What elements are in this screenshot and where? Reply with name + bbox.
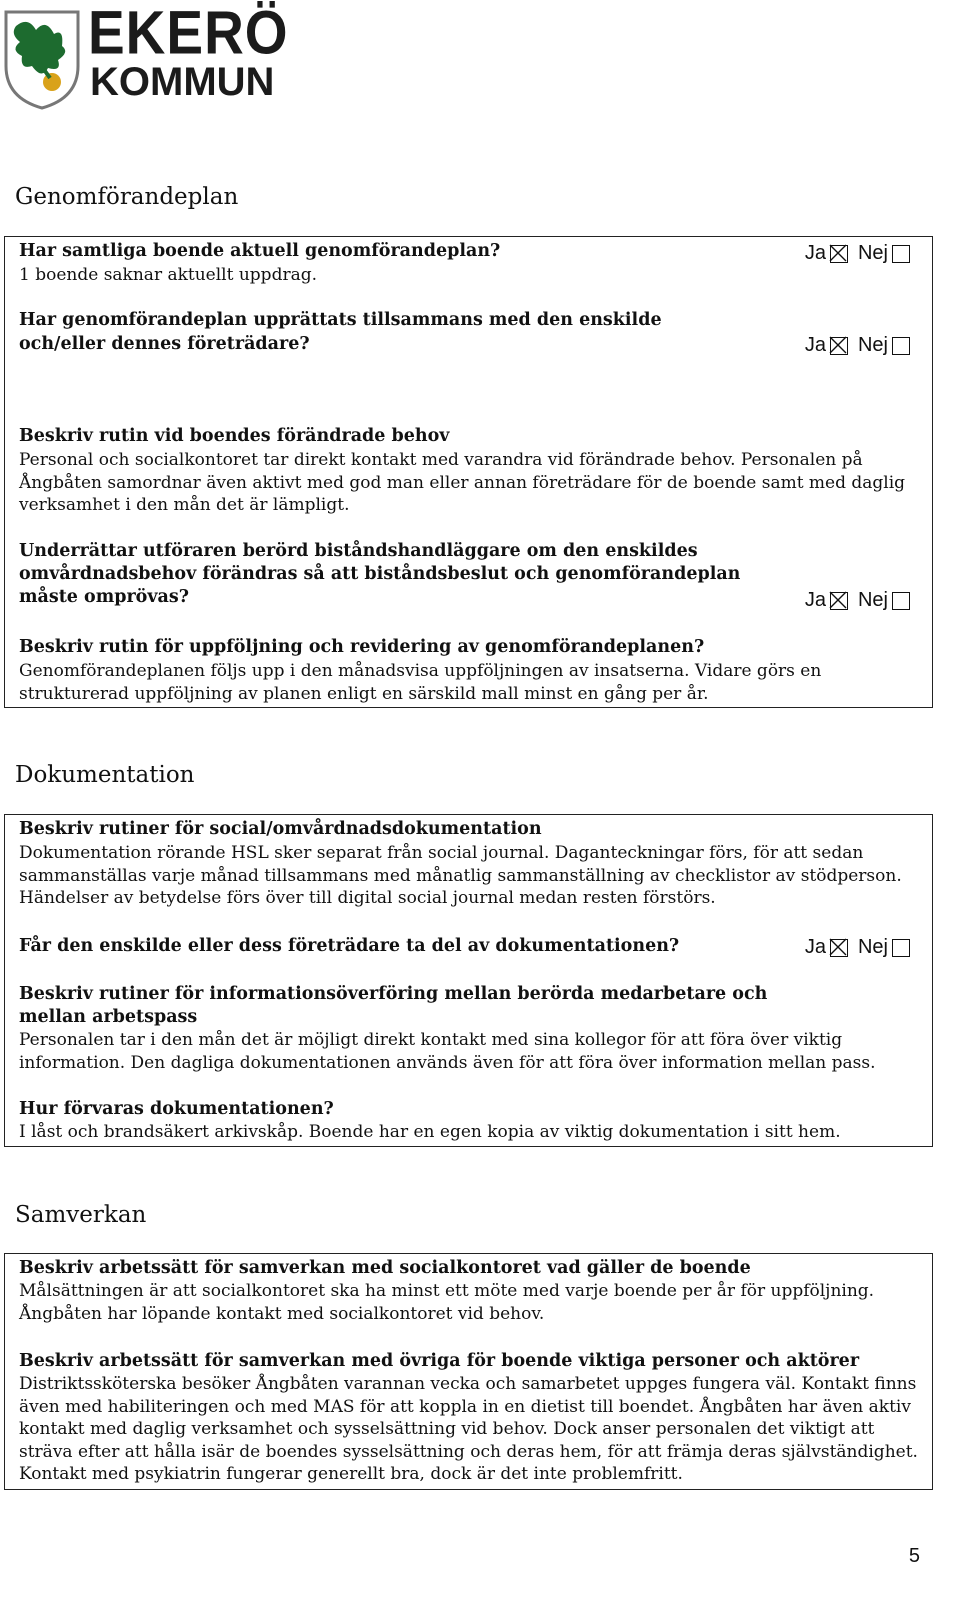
answer-forandrade-behov: Personal och socialkontoret tar direkt kontakt med varandra vid förändrade behov. Personalen på Ångbåten samordnar även aktivt med god man eller annan företrädare för de boende samt med daglig verksamhet i den mån det är lämpligt. <box>19 450 906 515</box>
no-checkbox[interactable] <box>892 939 910 957</box>
no-checkbox[interactable] <box>892 337 910 355</box>
logo-text-kommun: KOMMUN <box>90 60 275 104</box>
question-upprattats-line2: och/eller dennes företrädare? <box>19 334 310 354</box>
yes-checkbox-checked[interactable] <box>830 939 848 957</box>
checkbox-group-underrattar <box>805 589 916 612</box>
answer-informationsoverforing: Personalen tar i den mån det är möjligt direkt kontakt med sina kollegor för att föra över viktig information. Den dagliga dokumentationen används även för att föra över information mellan pass. <box>19 1030 876 1073</box>
question-samverkan-socialkontoret: Beskriv arbetssätt för samverkan med socialkontoret vad gäller de boende <box>19 1258 751 1278</box>
yes-checkbox-checked[interactable] <box>830 592 848 610</box>
no-checkbox[interactable] <box>892 245 910 263</box>
checkbox-group-upprattats <box>805 334 916 357</box>
question-informationsoverforing: Beskriv rutiner för informationsöverföring mellan berörda medarbetare och mellan arbetspass <box>19 984 768 1027</box>
answer-forvaras: I låst och brandsäkert arkivskåp. Boende har en egen kopia av viktig dokumentation i sitt hem. <box>19 1122 841 1142</box>
checkbox-group-aktuell-plan <box>805 242 916 265</box>
yes-label: Ja <box>804 242 826 264</box>
yes-label: Ja <box>804 334 826 356</box>
section-heading-dokumentation: Dokumentation <box>15 762 195 788</box>
answer-samverkan-ovriga: Distriktssköterska besöker Ångbåten varannan vecka och samarbetet uppges fungera väl. Kontakt finns även med habiliteringen och med MAS för att koppla in en dietist till boendet. Ångbåten har även aktiv kontakt med daglig verksamhet och sysselsättning vid behov. Dock anser personalen det viktigt att sträva efter att hålla isär de boendes sysselsättning och deras hem, för att främja deras självständighet. Kontakt med psykiatrin fungerar generellt bra, dock är det inte problemfritt. <box>19 1374 918 1484</box>
answer-uppfoljning: Genomförandeplanen följs upp i den månadsvisa uppföljningen av insatserna. Vidare görs en strukturerad uppföljning av planen enligt en särskild mall minst en gång per år. <box>19 661 822 704</box>
question-forvaras: Hur förvaras dokumentationen? <box>19 1099 334 1119</box>
no-label: Nej <box>857 936 888 958</box>
checkbox-group-ta-del <box>805 936 916 959</box>
question-aktuell-plan: Har samtliga boende aktuell genomförandeplan? <box>19 241 501 261</box>
yes-checkbox-checked[interactable] <box>830 245 848 263</box>
samverkan-box <box>4 1253 933 1490</box>
question-uppfoljning: Beskriv rutin för uppföljning och revidering av genomförandeplanen? <box>19 637 705 657</box>
ekero-kommun-logo <box>0 0 290 115</box>
no-label: Nej <box>857 334 888 356</box>
logo-text-ekero: EKERÖ <box>88 0 289 67</box>
answer-samverkan-socialkontoret: Målsättningen är att socialkontoret ska ha minst ett möte med varje boende per år för uppföljning. Ångbåten har löpande kontakt med socialkontoret vid behov. <box>19 1281 875 1324</box>
genomforandeplan-box <box>4 236 933 708</box>
no-label: Nej <box>857 589 888 611</box>
yes-label: Ja <box>804 589 826 611</box>
yes-label: Ja <box>804 936 826 958</box>
question-ta-del: Får den enskilde eller dess företrädare ta del av dokumentationen? <box>19 936 680 956</box>
question-underrattar: Underrättar utföraren berörd biståndshandläggare om den enskildes omvårdnadsbehov förändras så att biståndsbeslut och genomförandeplan måste omprövas? <box>19 541 741 607</box>
question-samverkan-ovriga: Beskriv arbetssätt för samverkan med övriga för boende viktiga personer och aktörer <box>19 1351 860 1371</box>
no-checkbox[interactable] <box>892 592 910 610</box>
question-forandrade-behov: Beskriv rutin vid boendes förändrade behov <box>19 426 450 446</box>
page-number: 5 <box>908 1545 920 1567</box>
question-dokumentationsrutiner: Beskriv rutiner för social/omvårdnadsdokumentation <box>19 819 542 839</box>
yes-checkbox-checked[interactable] <box>830 337 848 355</box>
no-label: Nej <box>857 242 888 264</box>
coat-of-arms-icon <box>2 6 82 111</box>
section-heading-samverkan: Samverkan <box>15 1202 147 1228</box>
section-heading-genomforandeplan: Genomförandeplan <box>15 184 239 210</box>
answer-dokumentationsrutiner: Dokumentation rörande HSL sker separat från social journal. Daganteckningar förs, för att sedan sammanställas varje månad tillsammans med månatlig sammanställning av checklistor av stödperson. Händelser av betydelse förs över till digital social journal medan resten förstörs. <box>19 843 902 908</box>
dokumentation-box <box>4 814 933 1147</box>
answer-note-aktuell-plan: 1 boende saknar aktuellt uppdrag. <box>19 265 317 285</box>
question-upprattats-line1: Har genomförandeplan upprättats tillsammans med den enskilde <box>19 310 662 330</box>
